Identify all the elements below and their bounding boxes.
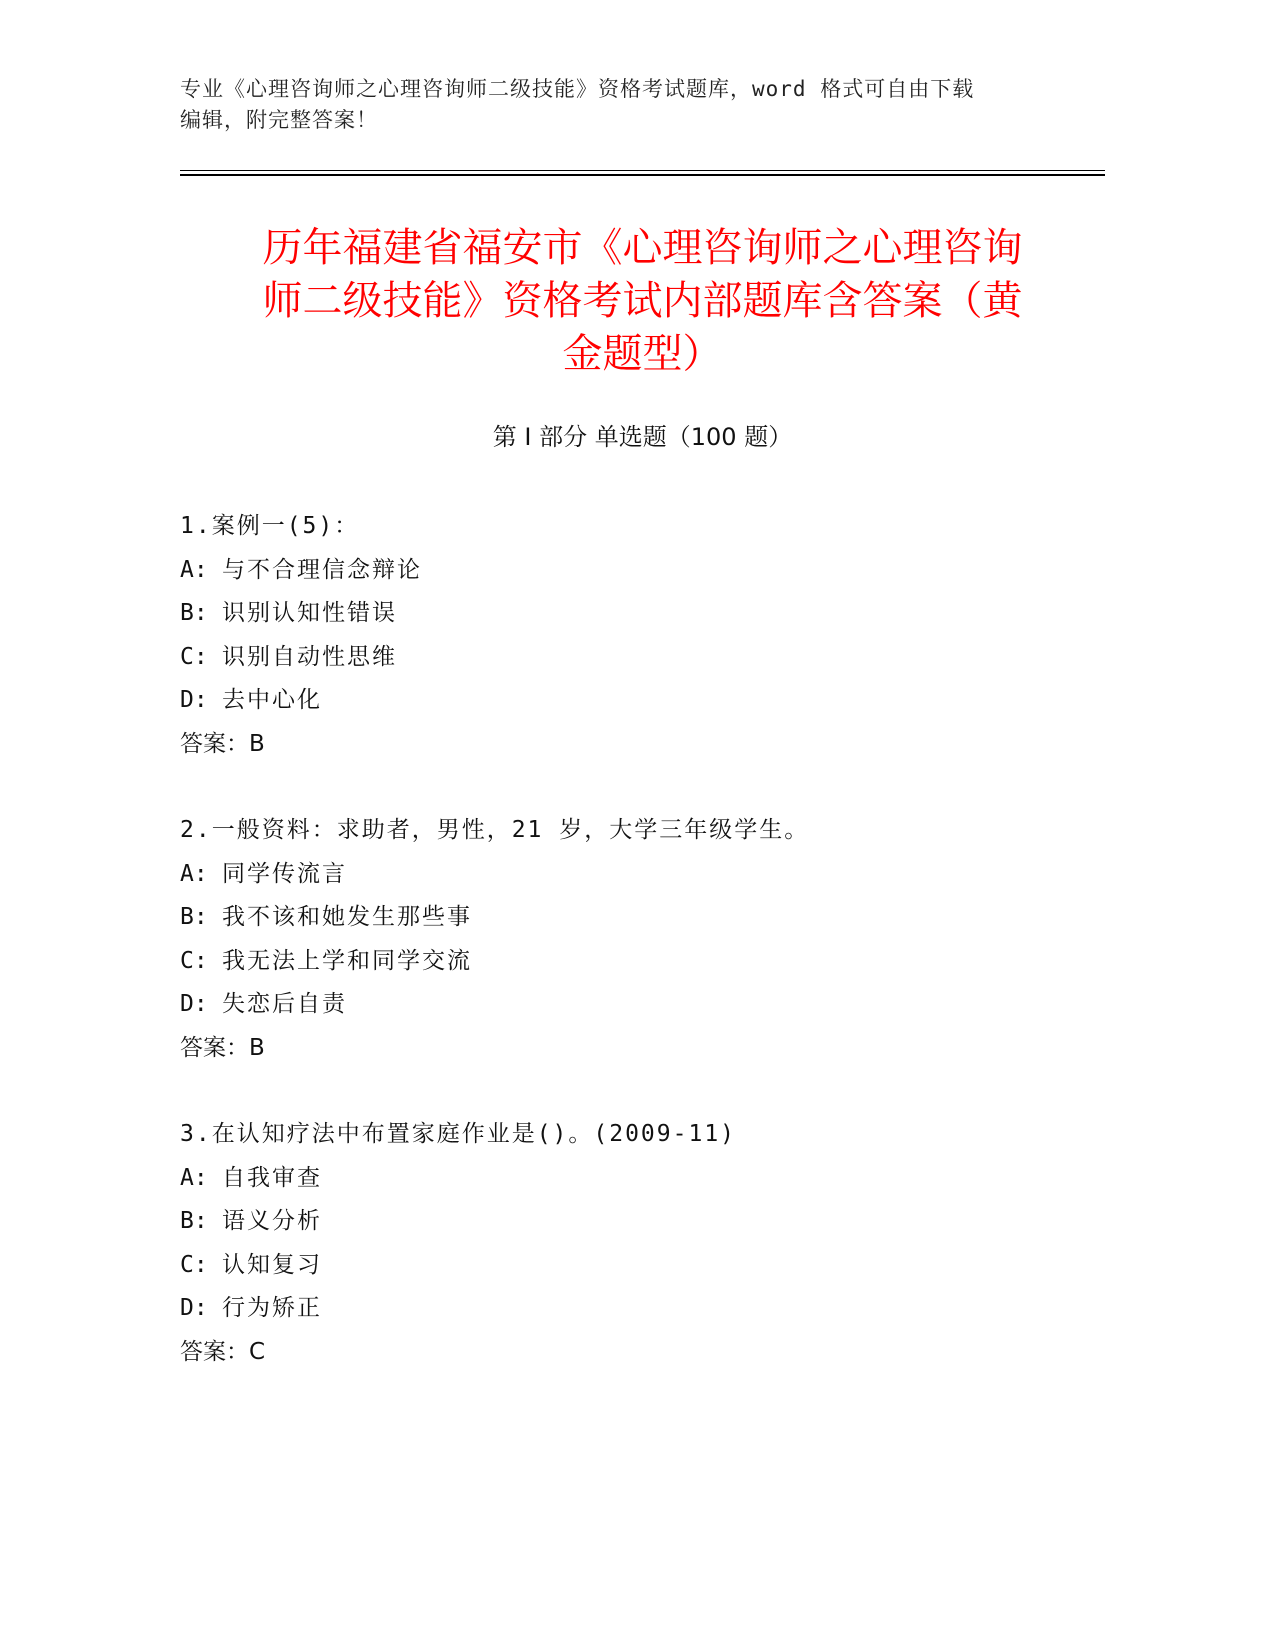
option-text: 识别自动性思维: [222, 643, 397, 670]
option-d: [180, 1287, 1105, 1331]
option-letter: B:: [180, 1208, 208, 1234]
question-stem: 3.在认知疗法中布置家庭作业是()。(2009-11): [180, 1121, 737, 1147]
document-title-line-2: 师二级技能》资格考试内部题库含答案（黄: [262, 278, 1023, 324]
option-text: 我不该和她发生那些事: [222, 904, 472, 930]
option-letter: B:: [180, 904, 208, 930]
option-b: [180, 896, 1105, 940]
question-1: [180, 505, 1105, 766]
question-list: [180, 505, 1105, 1417]
option-letter: B:: [180, 600, 208, 626]
option-text: 我无法上学和同学交流: [222, 947, 472, 974]
option-text: 识别认知性错误: [222, 600, 397, 626]
option-a: [180, 1157, 1105, 1201]
section-title: 第 I 部分 单选题（100 题）: [492, 423, 793, 451]
option-letter: C:: [180, 947, 208, 974]
option-c: [180, 636, 1105, 680]
option-text: 去中心化: [222, 687, 322, 713]
option-letter: D:: [180, 687, 208, 713]
option-a: [180, 549, 1105, 593]
document-title-line-1: 历年福建省福安市《心理咨询师之心理咨询: [262, 225, 1023, 271]
header-note-line-1: 专业《心理咨询师之心理咨询师二级技能》资格考试题库，word 格式可自由下载: [180, 77, 975, 101]
option-letter: A:: [180, 556, 208, 583]
option-text: 语义分析: [222, 1208, 322, 1234]
option-letter: D:: [180, 991, 208, 1017]
answer-line: 答案：B: [180, 730, 265, 757]
header-note-line-2: 编辑，附完整答案！: [180, 108, 378, 132]
answer-line: 答案：B: [180, 1034, 265, 1061]
option-text: 认知复习: [222, 1251, 322, 1278]
option-d: [180, 679, 1105, 723]
option-text: 自我审查: [222, 1164, 322, 1191]
option-a: [180, 853, 1105, 897]
option-text: 与不合理信念辩论: [222, 556, 422, 583]
question-stem: 2.一般资料：求助者，男性，21 岁，大学三年级学生。: [180, 817, 810, 843]
option-b: [180, 1200, 1105, 1244]
option-letter: A:: [180, 1164, 208, 1191]
header-divider-thick: [180, 174, 1105, 176]
answer-line: 答案：C: [180, 1338, 266, 1365]
option-b: [180, 592, 1105, 636]
question-2: [180, 809, 1105, 1070]
document-title: [180, 222, 1105, 381]
option-letter: A:: [180, 860, 208, 887]
option-c: [180, 1244, 1105, 1288]
option-letter: C:: [180, 1251, 208, 1278]
option-c: [180, 940, 1105, 984]
question-stem: 1.案例一(5)：: [180, 513, 360, 539]
header-note: [180, 74, 1060, 136]
option-text: 同学传流言: [222, 860, 347, 887]
option-letter: C:: [180, 643, 208, 670]
document-title-line-3: 金题型）: [562, 331, 723, 377]
option-text: 行为矫正: [222, 1295, 322, 1321]
option-letter: D:: [180, 1295, 208, 1321]
option-text: 失恋后自责: [222, 991, 347, 1017]
header-divider-thin: [180, 170, 1105, 171]
question-3: [180, 1113, 1105, 1374]
option-d: [180, 983, 1105, 1027]
